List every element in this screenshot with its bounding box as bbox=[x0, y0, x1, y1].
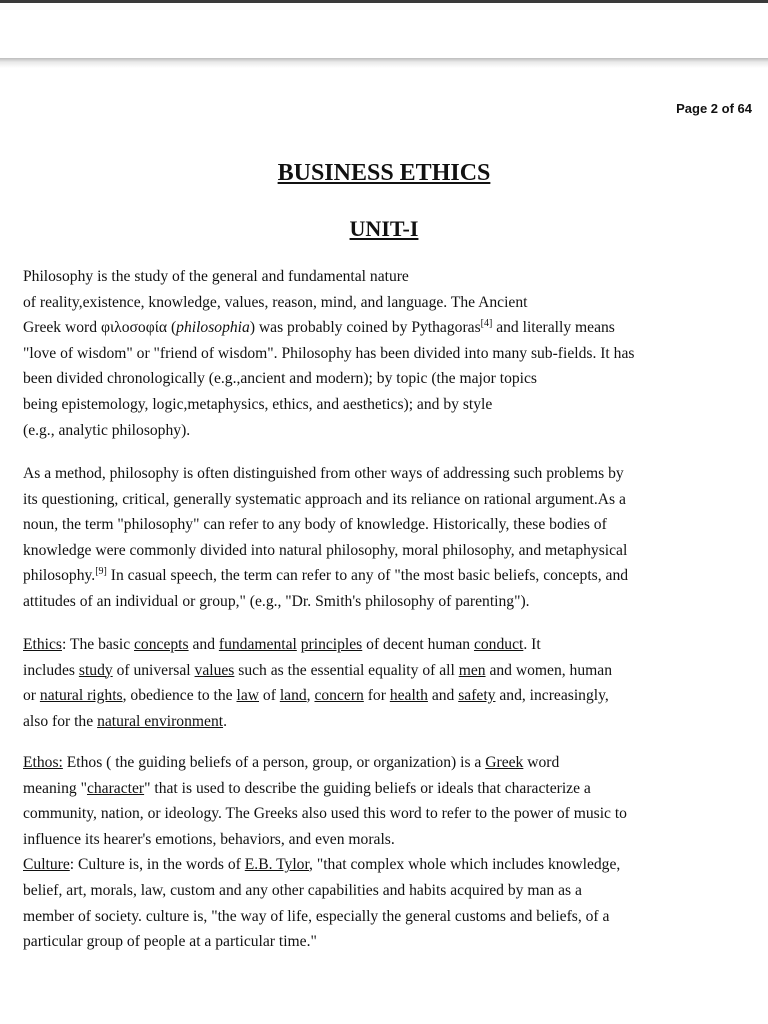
text-line: "love of wisdom" or "friend of wisdom". Philosophy has been divided into many sub-fields. It has bbox=[23, 344, 635, 362]
page-separator bbox=[0, 58, 768, 68]
link-health[interactable]: health bbox=[389, 687, 428, 705]
link-concepts[interactable]: concepts bbox=[134, 636, 189, 653]
link-natural-rights[interactable]: natural rights bbox=[39, 687, 123, 705]
text-line: or natural rights, obedience to the law of land, concern for health and safety and, increasingly, bbox=[23, 687, 609, 705]
ethos-label: Ethos: bbox=[23, 754, 63, 771]
link-study[interactable]: study bbox=[78, 661, 113, 679]
viewer-top-bar bbox=[0, 0, 768, 3]
paragraph-method bbox=[23, 461, 758, 615]
text-line: (e.g., analytic philosophy). bbox=[23, 421, 191, 439]
text-line: been divided chronologically (e.g.,ancient and modern); by topic (the major topics bbox=[23, 370, 537, 388]
text-line: being epistemology, logic,metaphysics, ethics, and aesthetics); and by style bbox=[23, 395, 493, 413]
link-natural-environment[interactable]: natural environment bbox=[97, 712, 224, 730]
text-line: includes study of universal values such as the essential equality of all men and women, human bbox=[23, 661, 613, 679]
text-line: Ethics: The basic concepts and fundamental principles of decent human conduct. It bbox=[23, 636, 541, 653]
text-line: Greek word φιλοσοφία (philosophia) was probably coined by Pythagoras[4] and literally means bbox=[23, 318, 615, 337]
text-line: noun, the term "philosophy" can refer to any body of knowledge. Historically, these bodies of bbox=[23, 516, 607, 534]
text-line: also for the natural environment. bbox=[23, 712, 227, 730]
footnote-ref: [4] bbox=[480, 318, 493, 330]
link-law[interactable]: law bbox=[236, 687, 260, 705]
footnote-ref: [9] bbox=[95, 566, 107, 578]
text-line: member of society. culture is, "the way of life, especially the general customs and beliefs, of a bbox=[23, 907, 610, 925]
link-men[interactable]: men bbox=[458, 661, 486, 679]
text-line: of reality,existence, knowledge, values, reason, mind, and language. The Ancient bbox=[23, 293, 528, 311]
link-fundamental[interactable]: fundamental bbox=[218, 636, 297, 653]
text-line: Philosophy is the study of the general and fundamental nature bbox=[23, 268, 409, 285]
unit-heading: UNIT-I bbox=[349, 216, 419, 241]
text-line: its questioning, critical, generally systematic approach and its reliance on rational argument.As a bbox=[23, 490, 626, 508]
paragraph-ethics bbox=[23, 632, 758, 734]
link-character[interactable]: character bbox=[86, 779, 145, 797]
link-principles[interactable]: principles bbox=[300, 636, 363, 653]
text-line: As a method, philosophy is often distinguished from other ways of addressing such problems by bbox=[23, 465, 624, 482]
text-line: influence its hearer's emotions, behaviors, and even morals. bbox=[23, 830, 395, 848]
document-title: BUSINESS ETHICS bbox=[277, 160, 491, 186]
text-line: Ethos: Ethos ( the guiding beliefs of a person, group, or organization) is a Greek word bbox=[23, 754, 560, 771]
text-line: meaning "character" that is used to describe the guiding beliefs or ideals that characterize a bbox=[23, 779, 591, 797]
text-line: belief, art, morals, law, custom and any other capabilities and habits acquired by man as a bbox=[23, 881, 582, 899]
text-line: philosophy.[9] In casual speech, the term can refer to any of "the most basic beliefs, concepts, and bbox=[23, 566, 629, 585]
link-conduct[interactable]: conduct bbox=[473, 636, 524, 653]
text-line: particular group of people at a particular time." bbox=[23, 933, 317, 951]
culture-label: Culture bbox=[23, 856, 70, 874]
link-safety[interactable]: safety bbox=[458, 687, 496, 705]
text-line: Culture: Culture is, in the words of E.B. Tylor, "that complex whole which includes knowledge, bbox=[23, 856, 621, 874]
link-concern[interactable]: concern bbox=[314, 687, 364, 705]
paragraph-philosophy bbox=[23, 264, 758, 443]
link-values[interactable]: values bbox=[194, 661, 235, 679]
text-line: attitudes of an individual or group," (e.g., "Dr. Smith's philosophy of parenting"). bbox=[23, 592, 530, 610]
link-greek[interactable]: Greek bbox=[485, 754, 524, 771]
text-line: knowledge were commonly divided into natural philosophy, moral philosophy, and metaphysical bbox=[23, 541, 628, 559]
paragraph-ethos-culture bbox=[23, 750, 758, 955]
link-eb-tylor[interactable]: E.B. Tylor bbox=[244, 856, 310, 874]
link-ethics[interactable]: Ethics bbox=[23, 636, 62, 653]
text-line: community, nation, or ideology. The Greeks also used this word to refer to the power of music to bbox=[23, 805, 627, 823]
link-land[interactable]: land bbox=[279, 687, 307, 705]
page-number: Page 2 of 64 bbox=[676, 101, 752, 116]
